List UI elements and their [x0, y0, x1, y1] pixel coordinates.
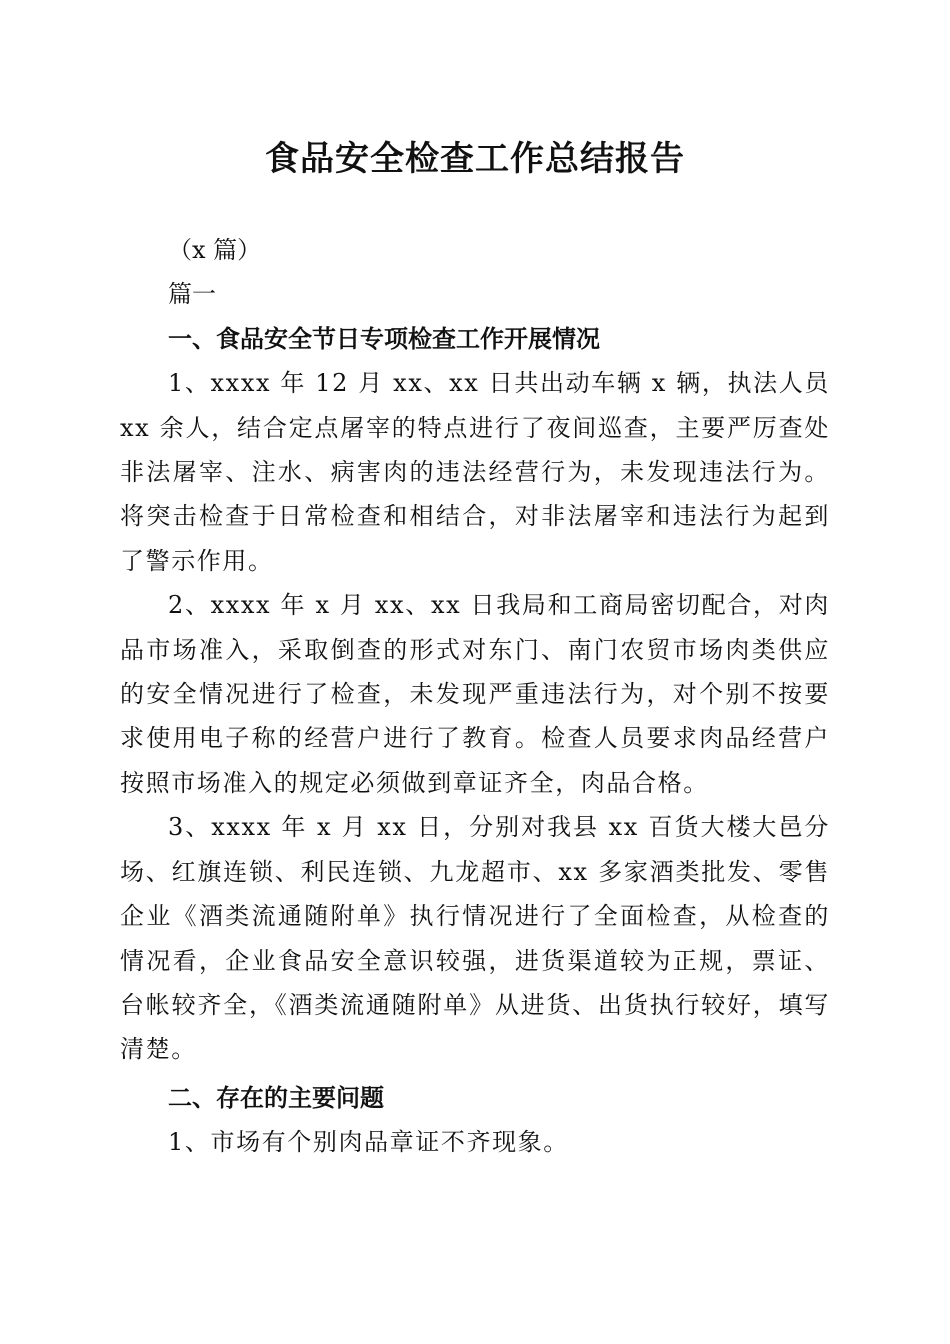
document-title: 食品安全检查工作总结报告 — [265, 139, 685, 179]
paragraph: 1、xxxx 年 12 月 xx、xx 日共出动车辆 x 辆，执法人员 xx 余人，结合定点屠宰的特点进行了夜间巡查，主要严厉查处非法屠宰、注水、病害肉的违法经营行为，未发现违法行为。将突击检查于日常检查和相结合，对非法屠宰和违法行为起到了警示作用。 — [120, 369, 830, 575]
paragraph: 1、市场有个别肉品章证不齐现象。 — [168, 1128, 569, 1157]
document-body — [120, 228, 830, 1165]
section-heading-1: 一、食品安全节日专项检查工作开展情况 — [168, 324, 600, 353]
paragraph: 3、xxxx 年 x 月 xx 日，分别对我县 xx 百货大楼大邑分场、红旗连锁、利民连锁、九龙超市、xx 多家酒类批发、零售企业《酒类流通随附单》执行情况进行了全面检查，从检查的情况看，企业食品安全意识较强，进货渠道较为正规，票证、台帐较齐全，《酒类流通随附单》从进货、出货执行较好，填写清楚。 — [120, 813, 830, 1064]
part-label: 篇一 — [168, 280, 216, 309]
section-heading-2: 二、存在的主要问题 — [168, 1083, 384, 1112]
document-subtitle: （x 篇） — [168, 236, 262, 264]
paragraph: 2、xxxx 年 x 月 xx、xx 日我局和工商局密切配合，对肉品市场准入，采取倒查的形式对东门、南门农贸市场肉类供应的安全情况进行了检查，未发现严重违法行为，对个别不按要求使用电子称的经营户进行了教育。检查人员要求肉品经营户按照市场准入的规定必须做到章证齐全，肉品合格。 — [120, 591, 830, 797]
